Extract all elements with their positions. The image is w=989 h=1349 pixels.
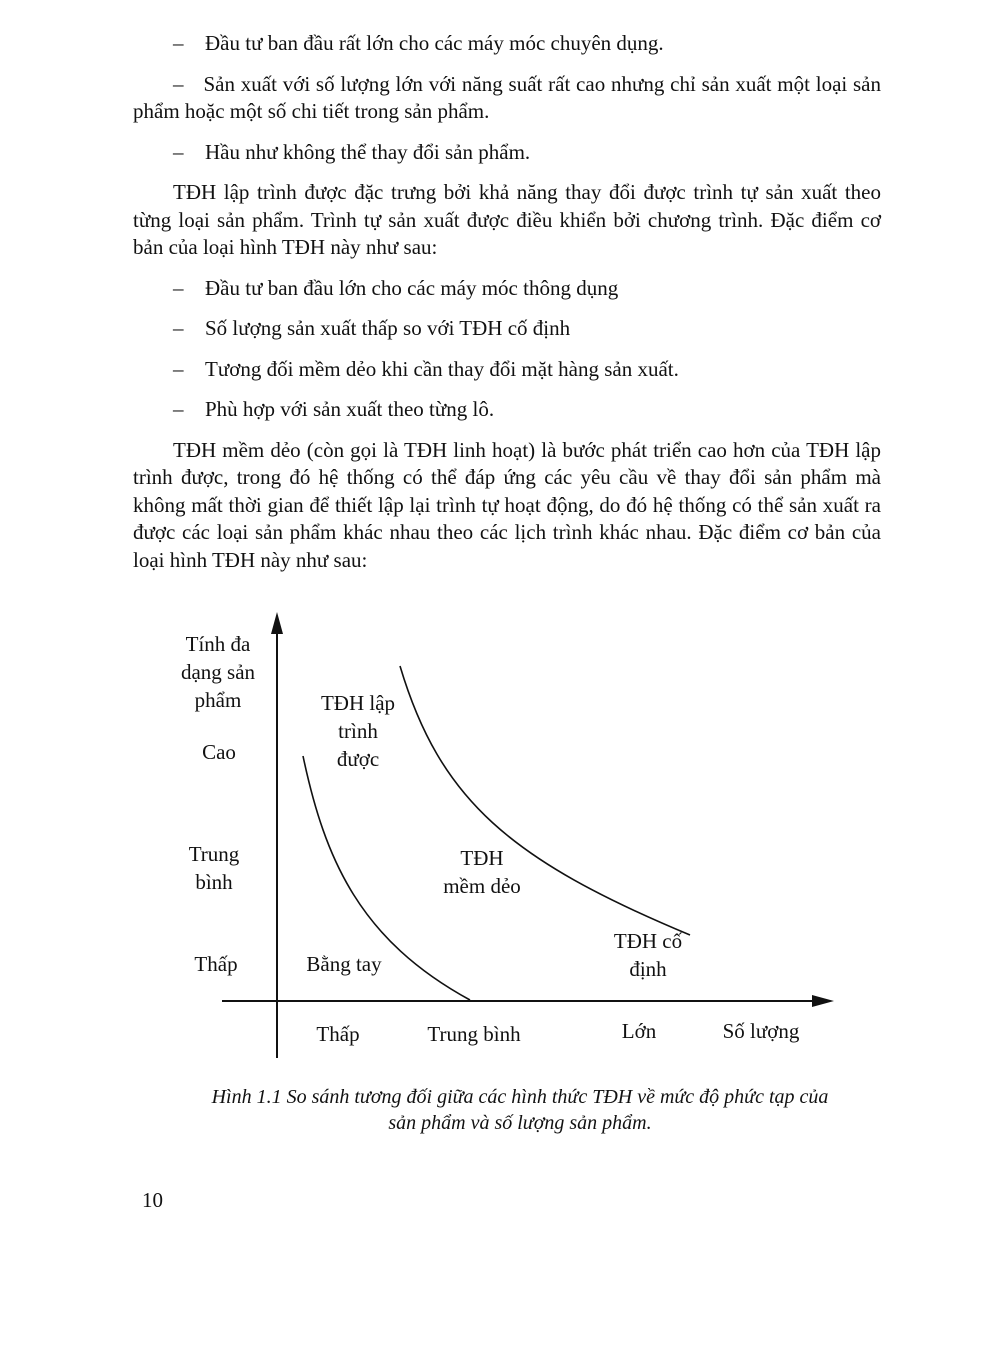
bullet-item: – Đầu tư ban đầu lớn cho các máy móc thông dụng: [133, 275, 881, 303]
dash-marker: –: [173, 275, 184, 300]
bullet-item: – Hầu như không thể thay đổi sản phẩm.: [133, 139, 881, 167]
x-level-low: Thấp: [316, 1022, 360, 1046]
bullet-item: – Tương đối mềm dẻo khi cần thay đổi mặt hàng sản xuất.: [133, 356, 881, 384]
region-fixed-line: TĐH cố: [613, 929, 683, 953]
y-level-medium-line: bình: [195, 870, 233, 894]
dash-marker: –: [173, 397, 184, 421]
y-level-low: Thấp: [194, 952, 238, 976]
paragraph-programmable: TĐH lập trình được đặc trưng bởi khả năng thay đổi được trình tự sản xuất theo từng loại sản phẩm. Trình tự sản xuất được điều khiển bởi chương trình. Đặc điểm cơ bản của loại hình TĐH này như sau:: [133, 180, 881, 259]
dash-marker: –: [173, 71, 184, 96]
x-level-medium: Trung bình: [427, 1022, 521, 1046]
region-fixed-line: định: [629, 957, 667, 981]
x-axis-arrow-icon: [812, 995, 834, 1007]
region-flexible-line: mềm dẻo: [443, 874, 521, 898]
figure-caption: Hình 1.1 So sánh tương đối giữa các hình thức TĐH về mức độ phức tạp của sản phẩm và số lượng sản phẩm.: [211, 1086, 829, 1134]
region-programmable-line: TĐH lập: [320, 691, 396, 715]
y-level-medium-line: Trung: [188, 842, 240, 866]
page-number: 10: [142, 1188, 163, 1212]
bullet-item: – Sản xuất với số lượng lớn với năng suất rất cao nhưng chỉ sản xuất một loại sản phẩm hoặc một số chi tiết trong sản phẩm.: [133, 71, 881, 123]
y-axis-title-line: Tính đa: [185, 632, 251, 656]
dash-marker: –: [173, 31, 184, 55]
y-axis-title-line: phẩm: [194, 688, 242, 712]
x-axis-title: Số lượng: [722, 1019, 800, 1043]
region-programmable-line: trình: [338, 719, 378, 743]
bullet-item: – Phù hợp với sản xuất theo từng lô.: [133, 396, 881, 424]
paragraph-flexible: TĐH mềm dẻo (còn gọi là TĐH linh hoạt) là bước phát triển cao hơn của TĐH lập trình được, trong đó hệ thống có thể đáp ứng các yêu cầu về thay đổi sản phẩm mà không mất thời gian để thiết lập lại trình tự hoạt động, do đó hệ thống có thể sản xuất ra được các loại sản phẩm khác nhau theo các lịch trình khác nhau. Đặc điểm cơ bản của loại hình TĐH này như sau:: [133, 437, 881, 572]
region-manual: Bằng tay: [306, 952, 382, 976]
x-level-high: Lớn: [621, 1019, 657, 1043]
region-flexible-line: TĐH: [460, 846, 504, 870]
region-programmable-line: được: [336, 747, 380, 771]
dash-marker: –: [173, 316, 184, 340]
y-axis-title-line: dạng sản: [180, 660, 256, 684]
dash-marker: –: [173, 139, 184, 164]
y-level-high: Cao: [202, 740, 236, 764]
bullet-item: – Số lượng sản xuất thấp so với TĐH cố định: [133, 315, 881, 343]
y-axis-arrow-icon: [271, 612, 283, 634]
bullet-item: – Đầu tư ban đầu rất lớn cho các máy móc chuyên dụng.: [133, 30, 881, 58]
dash-marker: –: [173, 356, 184, 381]
